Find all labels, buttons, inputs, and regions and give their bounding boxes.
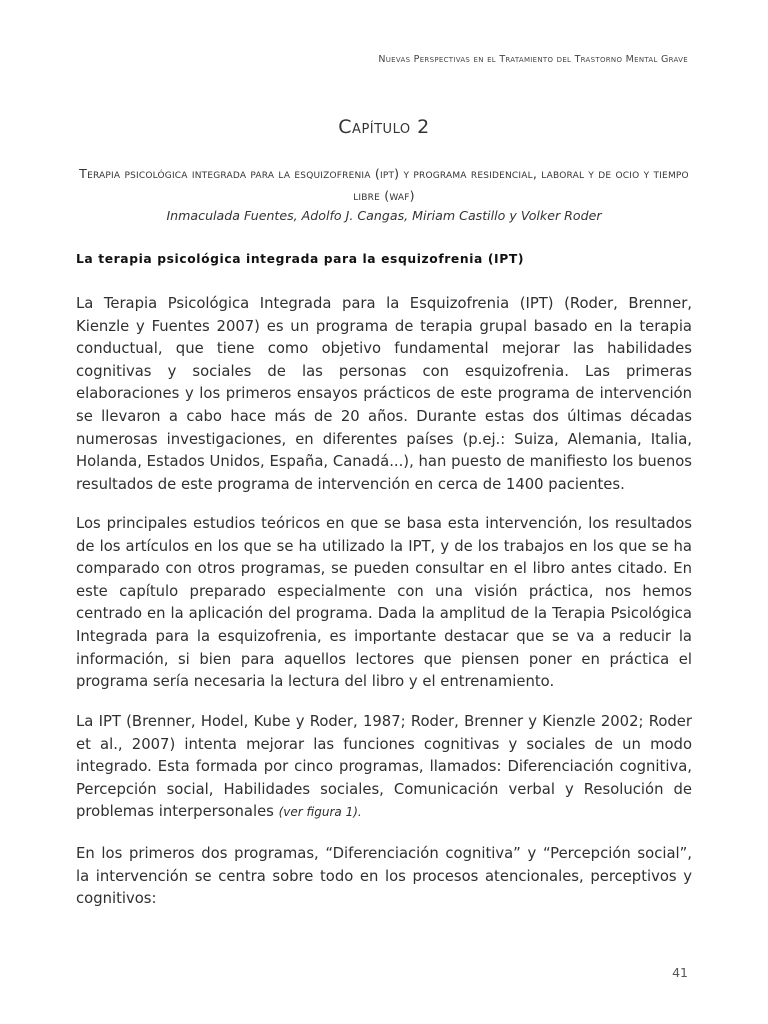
section-heading: La terapia psicológica integrada para la esquizofrenia (IPT)	[76, 252, 525, 266]
chapter-subtitle: Terapia psicológica integrada para la esquizofrenia (ipt) y programa residencial, laboral y de ocio y tiempo libre (waf)	[79, 166, 689, 203]
body-paragraph-3	[76, 711, 692, 824]
running-header: Nuevas Perspectivas en el Tratamiento del Trastorno Mental Grave	[378, 54, 688, 65]
chapter-title: Capítulo 2	[338, 116, 430, 138]
body-paragraph-3-text: La IPT (Brenner, Hodel, Kube y Roder, 1987; Roder, Brenner y Kienzle 2002; Roder et al., 2007) intenta mejorar las funciones cognitivas y sociales de un modo integrado. Esta formada por cinco programas, llamados: Diferenciación cognitiva, Percepción social, Habilidades sociales, Comunicación verbal y Resolución de problemas interpersonales	[76, 713, 692, 821]
page-number: 41	[672, 965, 688, 980]
body-paragraph-2: Los principales estudios teóricos en que se basa esta intervención, los resultados de los artículos en los que se ha utilizado la IPT, y de los trabajos en los que se ha comparado con otros programas, se pueden consultar en el libro antes citado. En este capítulo preparado especialmente con una visión práctica, nos hemos centrado en la aplicación del programa. Dada la amplitud de la Terapia Psicológica Integrada para la esquizofrenia, es importante destacar que se va a reducir la información, si bien para aquellos lectores que piensen poner en práctica el programa sería necesaria la lectura del libro y el entrenamiento.	[76, 515, 692, 691]
body-paragraph-4: En los primeros dos programas, “Diferenciación cognitiva” y “Percepción social”, la intervención se centra sobre todo en los procesos atencionales, perceptivos y cognitivos:	[76, 845, 692, 908]
body-paragraph-1: La Terapia Psicológica Integrada para la Esquizofrenia (IPT) (Roder, Brenner, Kienzle y Fuentes 2007) es un programa de terapia grupal basado en la terapia conductual, que tiene como objetivo fundamental mejorar las habilidades cognitivas y sociales de las personas con esquizofrenia. Las primeras elaboraciones y los primeros ensayos prácticos de este programa de intervención se llevaron a cabo hace más de 20 años. Durante estas dos últimas décadas numerosas investigaciones, en diferentes países (p.ej.: Suiza, Alemania, Italia, Holanda, Estados Unidos, España, Canadá...), han puesto de manifiesto los buenos resultados de este programa de intervención en cerca de 1400 pacientes.	[76, 295, 692, 493]
chapter-authors: Inmaculada Fuentes, Adolfo J. Cangas, Miriam Castillo y Volker Roder	[166, 208, 602, 223]
figure-reference: (ver figura 1).	[278, 805, 362, 820]
